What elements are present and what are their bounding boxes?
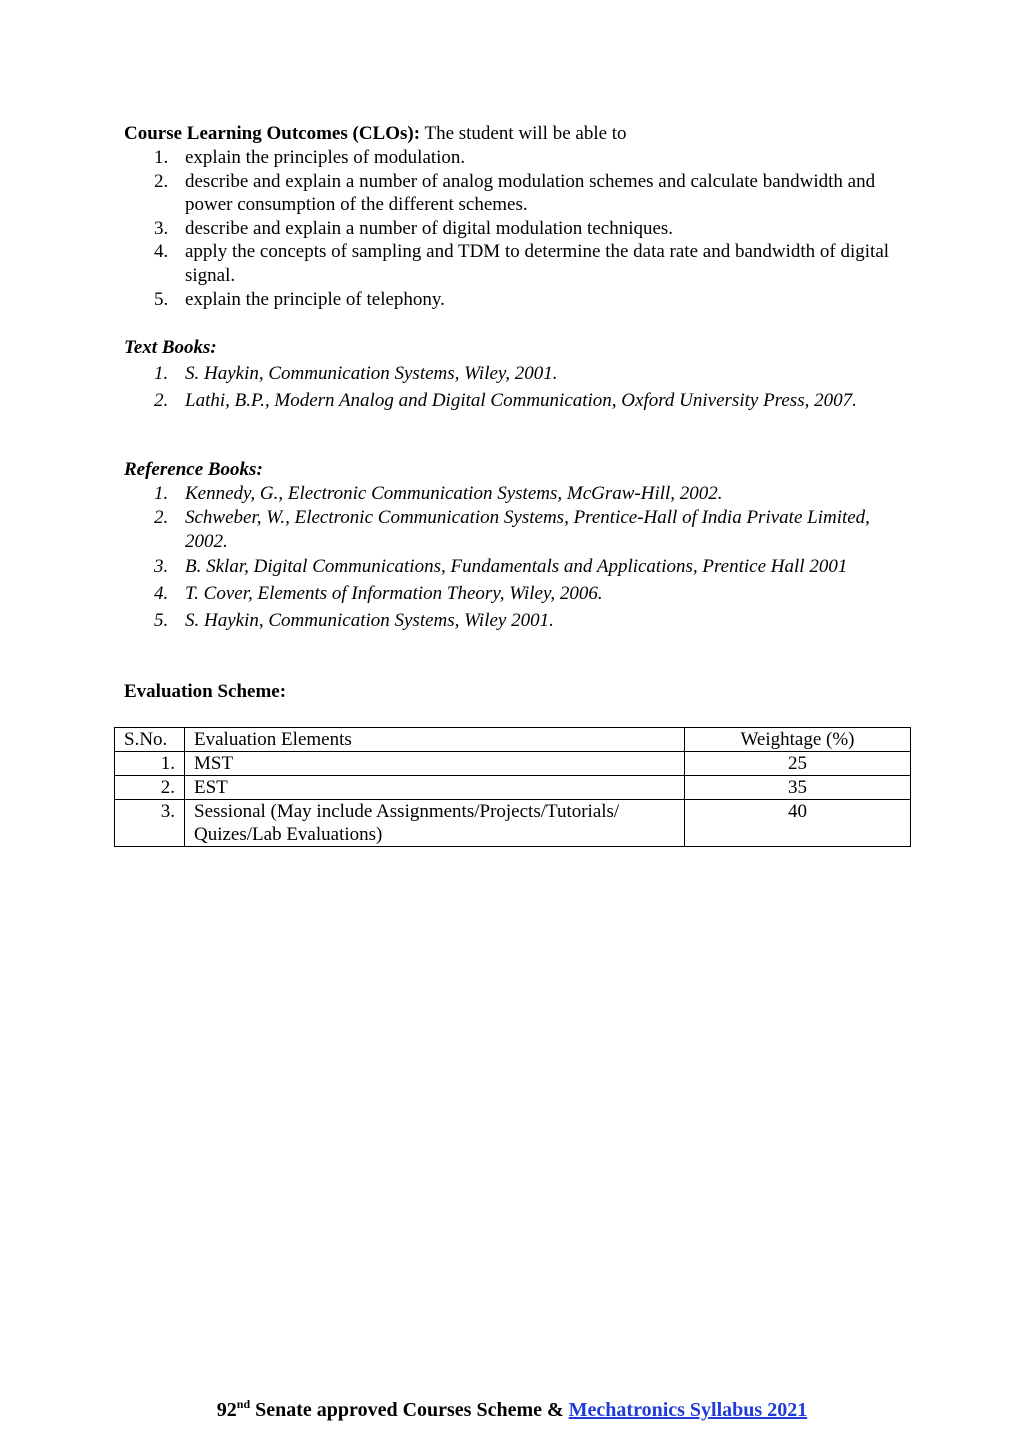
table-header-row bbox=[115, 728, 911, 752]
reference-book-text: S. Haykin, Communication Systems, Wiley 2001. bbox=[185, 610, 554, 631]
text-books-section bbox=[124, 336, 914, 414]
text-book-item bbox=[124, 360, 914, 387]
table-row bbox=[115, 776, 911, 800]
cell-sno: 1. bbox=[115, 752, 185, 776]
reference-book-item bbox=[124, 580, 914, 607]
cell-element: Sessional (May include Assignments/Projects/Tutorials/ Quizes/Lab Evaluations) bbox=[185, 800, 685, 847]
footer-superscript: nd bbox=[236, 1397, 251, 1411]
reference-book-text: T. Cover, Elements of Information Theory, Wiley, 2006. bbox=[185, 583, 603, 604]
clo-list bbox=[124, 146, 914, 311]
text-book-text: Lathi, B.P., Modern Analog and Digital Communication, Oxford University Press, 2007. bbox=[185, 390, 857, 411]
column-header-weightage: Weightage (%) bbox=[685, 728, 911, 752]
column-header-element: Evaluation Elements bbox=[185, 728, 685, 752]
reference-books-section bbox=[124, 458, 914, 635]
reference-book-number: 3. bbox=[154, 556, 169, 577]
text-book-text: S. Haykin, Communication Systems, Wiley, 2001. bbox=[185, 363, 558, 384]
cell-weightage: 40 bbox=[685, 800, 911, 847]
cell-element: EST bbox=[185, 776, 685, 800]
reference-book-number: 1. bbox=[154, 483, 169, 504]
text-books-list bbox=[124, 360, 914, 414]
clo-intro: The student will be able to bbox=[420, 123, 627, 144]
reference-book-item bbox=[124, 607, 914, 635]
text-book-item bbox=[124, 387, 914, 414]
reference-book-text: Kennedy, G., Electronic Communication Systems, McGraw-Hill, 2002. bbox=[185, 483, 723, 504]
text-book-number: 2. bbox=[154, 390, 169, 411]
clo-item bbox=[124, 170, 914, 217]
clo-item-number: 5. bbox=[154, 288, 169, 310]
clo-item-text: describe and explain a number of analog modulation schemes and calculate bandwidth and power consumption of the different schemes. bbox=[185, 170, 876, 216]
table-row bbox=[115, 752, 911, 776]
page-footer bbox=[0, 1398, 1024, 1422]
clo-item-text: apply the concepts of sampling and TDM to determine the data rate and bandwidth of digital signal. bbox=[185, 241, 890, 286]
cell-weightage: 35 bbox=[685, 776, 911, 800]
text-books-heading: Text Books: bbox=[124, 337, 217, 358]
clo-item-number: 3. bbox=[154, 217, 169, 239]
reference-book-text: Schweber, W., Electronic Communication Systems, Prentice-Hall of India Private Limited, 2002. bbox=[185, 507, 870, 552]
evaluation-heading: Evaluation Scheme: bbox=[124, 681, 287, 702]
clo-item-number: 1. bbox=[154, 147, 169, 168]
clo-item-number: 4. bbox=[154, 241, 169, 263]
cell-element: MST bbox=[185, 752, 685, 776]
clo-item bbox=[124, 146, 914, 170]
clo-heading-line bbox=[124, 122, 914, 146]
column-header-sno: S.No. bbox=[115, 728, 185, 752]
reference-book-item bbox=[124, 482, 914, 506]
reference-book-item bbox=[124, 553, 914, 580]
footer-syllabus-link[interactable]: Mechatronics Syllabus 2021 bbox=[568, 1399, 808, 1421]
cell-sno: 3. bbox=[115, 800, 185, 847]
clo-item bbox=[124, 240, 914, 287]
clo-section bbox=[124, 122, 914, 311]
text-book-number: 1. bbox=[154, 363, 169, 384]
clo-heading: Course Learning Outcomes (CLOs): bbox=[124, 123, 421, 144]
footer-text: Senate approved Courses Scheme & bbox=[250, 1399, 569, 1421]
reference-book-item bbox=[124, 506, 914, 553]
clo-item-number: 2. bbox=[154, 170, 169, 192]
evaluation-table bbox=[114, 727, 911, 847]
clo-item-text: explain the principle of telephony. bbox=[185, 288, 445, 310]
reference-book-number: 5. bbox=[154, 610, 169, 631]
reference-book-number: 2. bbox=[154, 507, 169, 528]
reference-books-list bbox=[124, 482, 914, 635]
reference-book-text: B. Sklar, Digital Communications, Fundamentals and Applications, Prentice Hall 2001 bbox=[185, 556, 848, 577]
reference-books-heading: Reference Books: bbox=[124, 459, 263, 480]
clo-item-text: explain the principles of modulation. bbox=[185, 147, 466, 168]
clo-item bbox=[124, 288, 914, 312]
reference-book-number: 4. bbox=[154, 583, 169, 604]
cell-weightage: 25 bbox=[685, 752, 911, 776]
footer-number: 92 bbox=[216, 1399, 237, 1421]
table-row bbox=[115, 800, 911, 847]
clo-item bbox=[124, 217, 914, 241]
cell-sno: 2. bbox=[115, 776, 185, 800]
clo-item-text: describe and explain a number of digital modulation techniques. bbox=[185, 217, 674, 239]
